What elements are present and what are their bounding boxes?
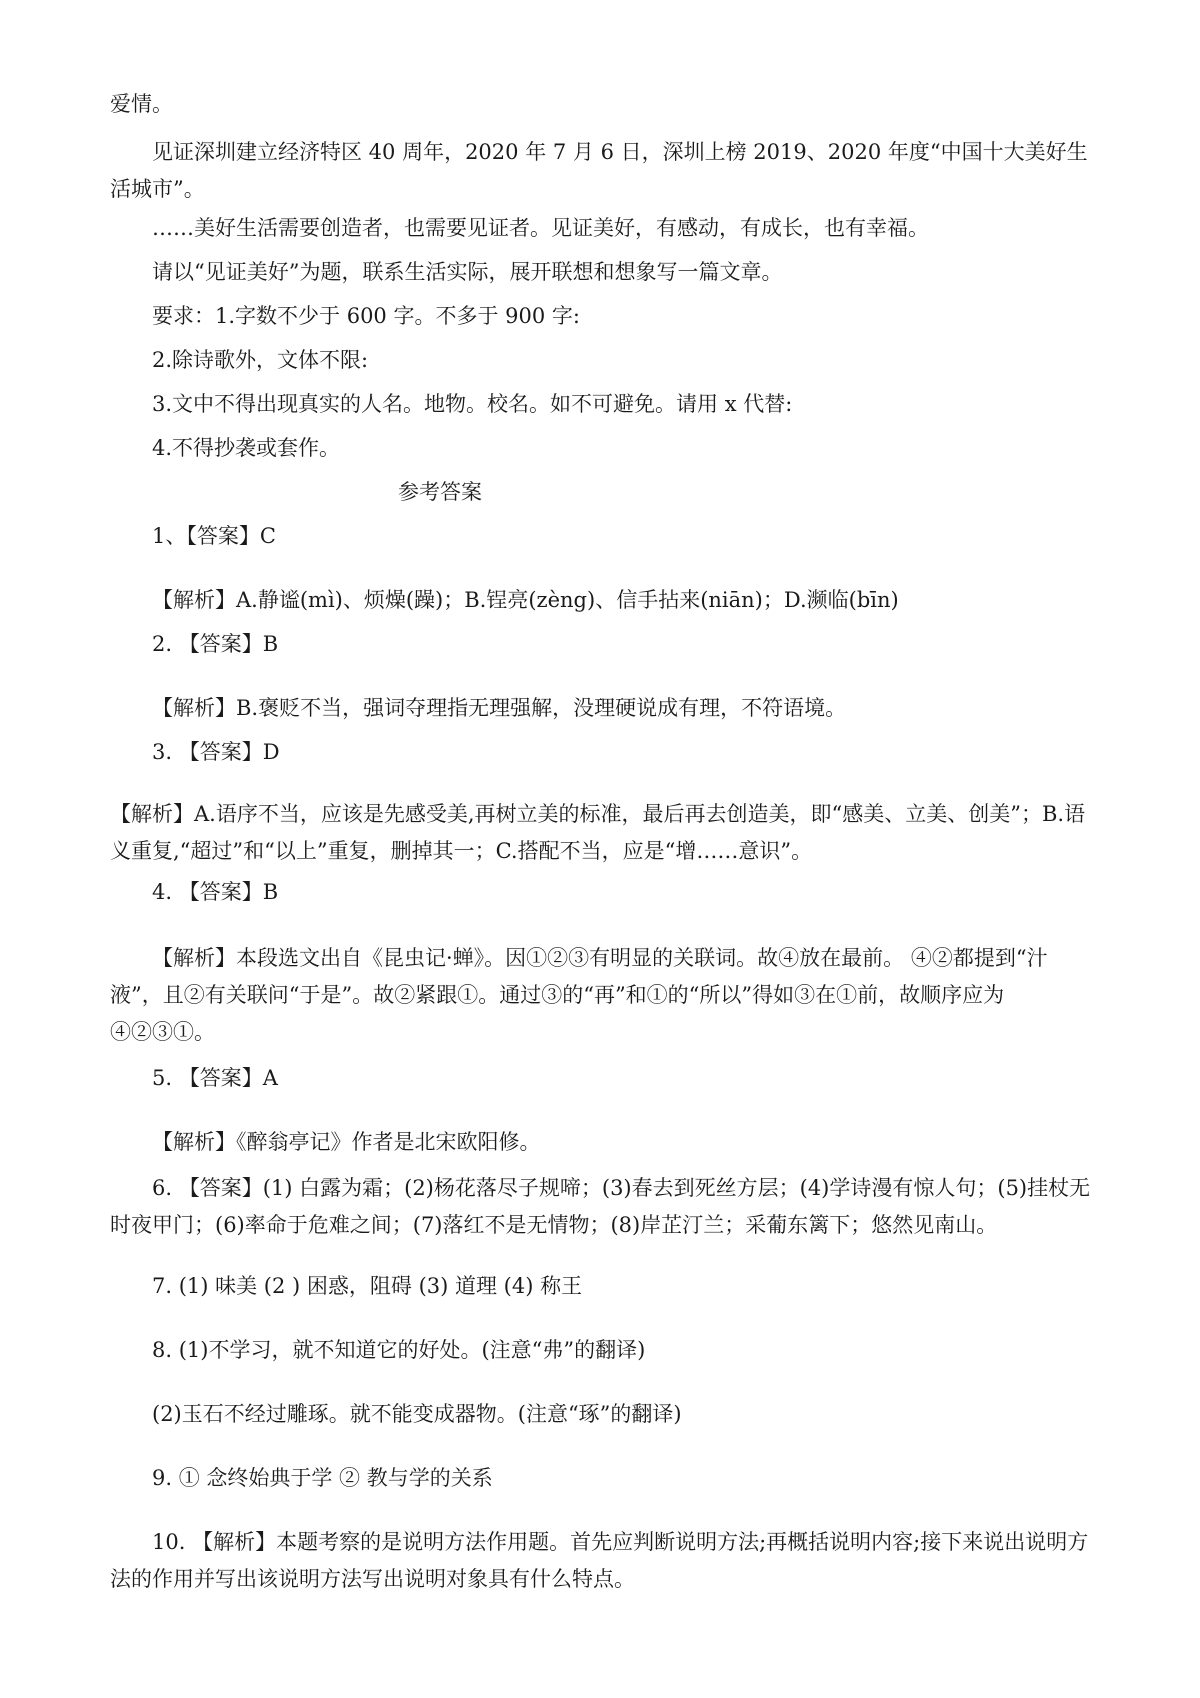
answer-9: 9. ① 念终始典于学 ② 教与学的关系 bbox=[152, 1466, 493, 1490]
intro-paragraph-shenzhen: 见证深圳建立经济特区 40 周年，2020 年 7 月 6 日，深圳上榜 2019、2020 年度“中国十大美好生活城市”。 bbox=[110, 140, 1088, 201]
answer-2: 2. 【答案】B bbox=[152, 632, 279, 656]
answer-5: 5. 【答案】A bbox=[152, 1066, 278, 1090]
explanation-4: 【解析】本段选文出自《昆虫记·蝉》。因①②③有明显的关联词。故④放在最前。 ④②都提到“汁液”，且②有关联问“于是”。故②紧跟①。通过③的“再”和①的“所以”得如③在①前，故顺序应为④②③①。 bbox=[110, 946, 1048, 1044]
requirement-2: 2.除诗歌外，文体不限: bbox=[152, 348, 369, 372]
answer-1: 1、【答案】C bbox=[152, 524, 276, 548]
requirement-1: 要求：1.字数不少于 600 字。不多于 900 字: bbox=[152, 304, 580, 328]
answers-heading: 参考答案 bbox=[398, 480, 482, 504]
answer-7: 7. (1) 味美 (2 ) 困惑，阻碍 (3) 道理 (4) 称王 bbox=[152, 1274, 583, 1298]
explanation-1: 【解析】A.静谧(mì)、烦燥(躁)；B.锃亮(zèng)、信手拈来(niān)；D.濒临(bīn) bbox=[152, 588, 899, 612]
explanation-5: 【解析】《醉翁亭记》作者是北宋欧阳修。 bbox=[152, 1130, 541, 1154]
answer-3: 3. 【答案】D bbox=[152, 740, 280, 764]
explanation-2: 【解析】B.褒贬不当，强词夺理指无理强解，没理硬说成有理，不符语境。 bbox=[152, 696, 847, 720]
intro-line-witness: ……美好生活需要创造者，也需要见证者。见证美好，有感动，有成长，也有幸福。 bbox=[152, 216, 929, 240]
answer-10: 10. 【解析】本题考察的是说明方法作用题。首先应判断说明方法;再概括说明内容;接下来说出说明方法的作用并写出该说明方法写出说明对象具有什么特点。 bbox=[110, 1530, 1089, 1591]
answer-8-part-1: 8. (1)不学习，就不知道它的好处。(注意“弗”的翻译) bbox=[152, 1338, 646, 1362]
answer-6: 6. 【答案】(1) 白露为霜；(2)杨花落尽子规啼；(3)春去到死丝方层；(4)学诗漫有惊人句；(5)挂杖无时夜甲门；(6)率命于危难之间；(7)落红不是无情物；(8)岸芷汀兰；采葡东篱下；悠然见南山。 bbox=[110, 1176, 1091, 1237]
intro-line-1: 爱情。 bbox=[110, 92, 173, 116]
requirement-4: 4.不得抄袭或套作。 bbox=[152, 436, 341, 460]
explanation-3: 【解析】A.语序不当，应该是先感受美,再树立美的标准，最后再去创造美，即“感美、立美、创美”；B.语义重复,“超过”和“以上”重复，删掉其一；C.搭配不当，应是“增……意识”。 bbox=[110, 802, 1086, 863]
answer-4: 4. 【答案】B bbox=[152, 880, 279, 904]
requirement-3: 3.文中不得出现真实的人名。地物。校名。如不可避免。请用 x 代替: bbox=[152, 392, 793, 416]
essay-prompt: 请以“见证美好”为题，联系生活实际，展开联想和想象写一篇文章。 bbox=[152, 260, 783, 284]
answer-8-part-2: (2)玉石不经过雕琢。就不能变成器物。(注意“琢”的翻译) bbox=[152, 1402, 682, 1426]
